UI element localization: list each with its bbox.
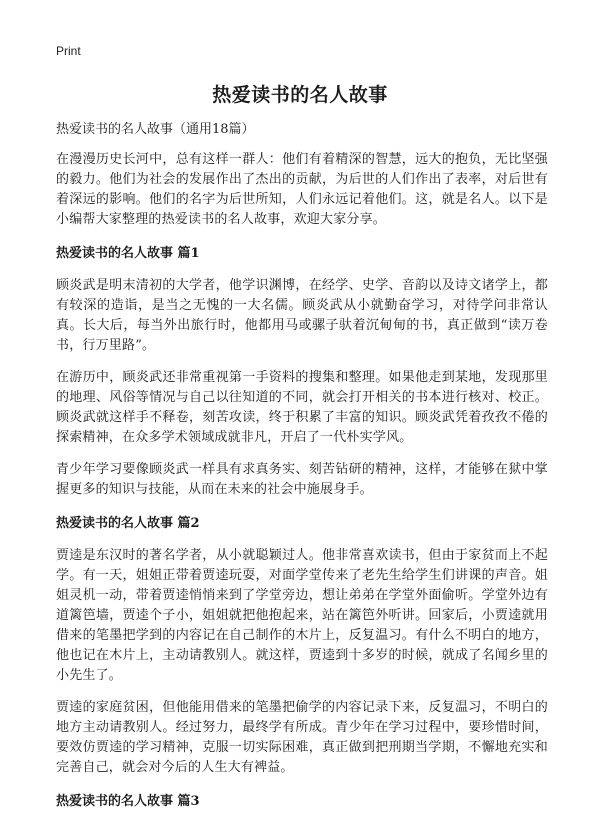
section-heading: 热爱读书的名人故事 篇1 [56,246,200,261]
section-1 [56,244,548,500]
section-paragraph: 在游历中，顾炎武还非常重视第一手资料的搜集和整理。如果他走到某地，发现那里的地理、风俗等情况与自己以往知道的不同，就会打开相关的书本进行核对、校正。顾炎武就这样手不释卷，刻苦攻读，终于积累了丰富的知识。顾炎武凭着孜孜不倦的探索精神，在众多学术领域成就非凡，开启了一代朴实学风。 [56,370,548,445]
section-paragraph: 青少年学习要像顾炎武一样具有求真务实、刻苦钻研的精神，这样，才能够在狱中掌握更多的知识与技能，从而在未来的社会中施展身手。 [56,462,548,497]
document-subtitle: 热爱读书的名人故事（通用18篇） [56,122,255,137]
section-paragraph: 顾炎武是明末清初的大学者，他学识渊博，在经学、史学、音韵以及诗文诸学上，都有较深的造诣，是当之无愧的一大名儒。顾炎武从小就勤奋学习，对待学问非常认真。长大后，每当外出旅行时，他都用马或骡子驮着沉甸甸的书，真正做到“读万卷书，行万里路”。 [56,278,548,353]
page-title: 热爱读书的名人故事 [212,84,388,106]
section-paragraph: 贾逵的家庭贫困，但他能用借来的笔墨把偷学的内容记录下来，反复温习，不明白的地方主动请教别人。经过努力，最终学有所成。青少年在学习过程中，要珍惜时间，要效仿贾逵的学习精神，克服一切实际困难，真正做到把刑期当学期，不懈地充实和完善自己，就会对今后的人生大有裨益。 [56,700,548,775]
section-paragraph: 贾逵是东汉时的著名学者，从小就聪颖过人。他非常喜欢读书，但由于家贫而上不起学。有一天，姐姐正带着贾逵玩耍，对面学堂传来了老先生给学生们讲课的声音。姐姐灵机一动，带着贾逵悄悄来到了学堂旁边，想让弟弟在学堂外面偷听。学堂外边有道篱笆墙，贾逵个子小，姐姐就把他抱起来，站在篱笆外听讲。回家后，小贾逵就用借来的笔墨把学到的内容记在自己制作的木片上，反复温习。有什么不明白的地方，他也记在木片上，主动请教别人。就这样，贾逵到十多岁的时候，就成了名闻乡里的小先生了。 [56,548,548,683]
print-link[interactable]: Print [56,44,81,58]
section-2 [56,514,548,778]
intro-paragraph: 在漫漫历史长河中，总有这样一群人：他们有着精深的智慧，远大的抱负，无比坚强的毅力。他们为社会的发展作出了杰出的贡献，为后世的人们作出了表率，对后世有着深远的影响。他们的名字为后世所知，人们永远记着他们。这，就是名人。以下是小编帮大家整理的热爱读书的名人故事，欢迎大家分享。 [56,152,548,227]
section-heading: 热爱读书的名人故事 篇2 [56,516,200,531]
section-heading: 热爱读书的名人故事 篇3 [56,794,200,809]
document-body [56,120,548,824]
section-3 [56,792,548,812]
